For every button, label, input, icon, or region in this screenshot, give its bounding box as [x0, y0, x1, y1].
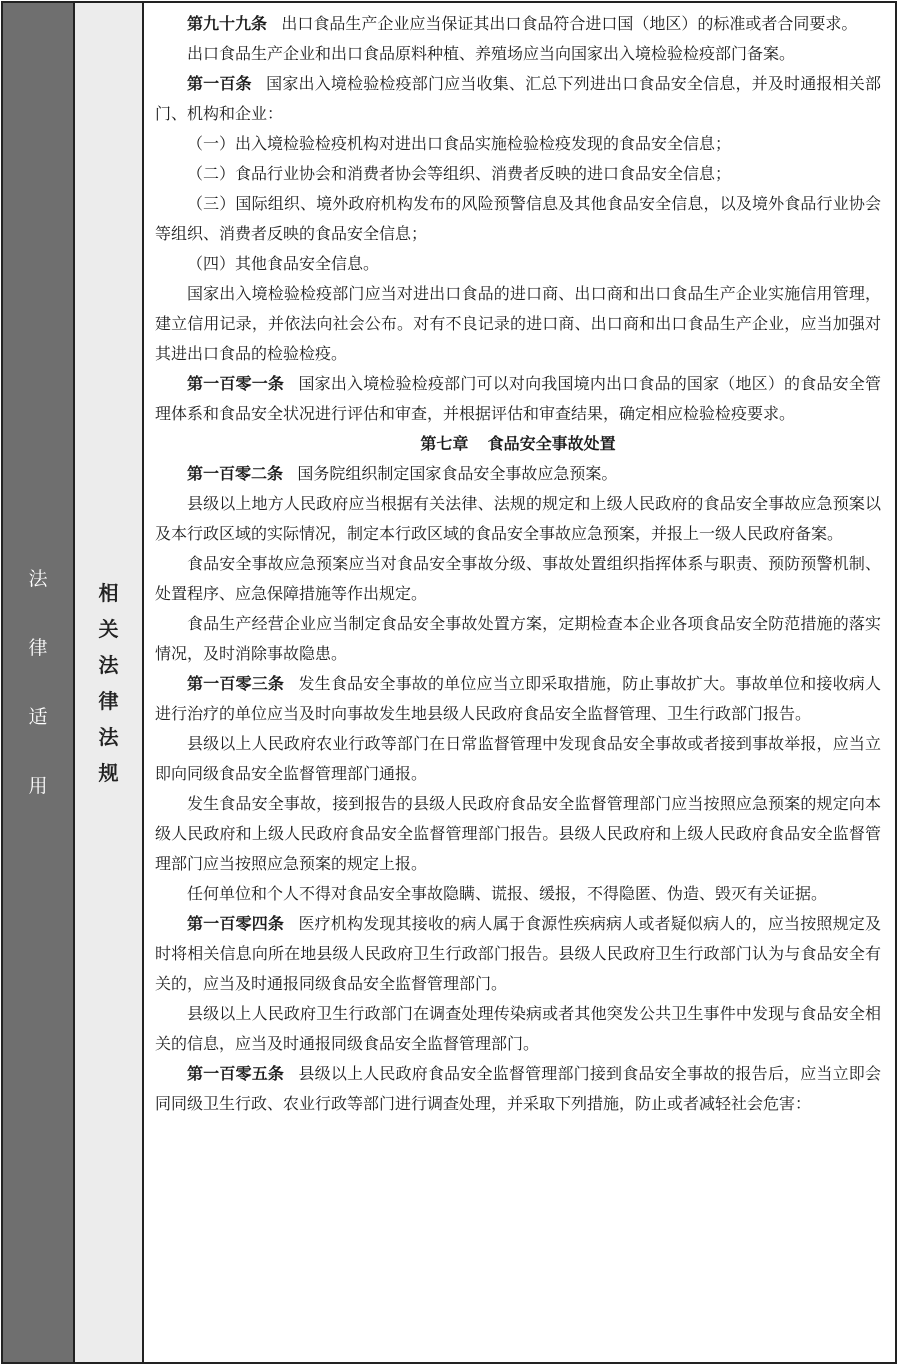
paragraph: [155, 789, 881, 879]
subcategory-char: 关: [98, 616, 119, 641]
subcategory-char: 法: [98, 724, 119, 749]
article-number: 第一百零四条: [187, 914, 285, 933]
article-paragraph: [155, 9, 881, 39]
paragraph: [155, 189, 881, 249]
article-number: 第九十九条: [187, 14, 268, 33]
chapter-title: 食品安全事故处置: [487, 434, 616, 453]
paragraph: [155, 609, 881, 669]
paragraph: [155, 159, 881, 189]
article-paragraph: [155, 669, 881, 729]
article-number: 第一百零三条: [187, 674, 285, 693]
subcategory-char: 法: [98, 652, 119, 677]
paragraph-text: 食品安全事故应急预案应当对食品安全事故分级、事故处置组织指挥体系与职责、预防预警机制、处置程序、应急保障措施等作出规定。: [155, 554, 881, 603]
article-number: 第一百条: [187, 74, 252, 93]
paragraph: [155, 999, 881, 1059]
category-char: 法: [28, 567, 48, 590]
paragraph-text: （四）其他食品安全信息。: [187, 254, 380, 273]
paragraph-text: （二）食品行业协会和消费者协会等组织、消费者反映的进口食品安全信息；: [187, 164, 732, 183]
article-paragraph: [155, 909, 881, 999]
paragraph: [155, 729, 881, 789]
paragraph-text: （三）国际组织、境外政府机构发布的风险预警信息及其他食品安全信息，以及境外食品行业协会等组织、消费者反映的食品安全信息；: [155, 194, 881, 243]
paragraph: [155, 249, 881, 279]
paragraph-text: 县级以上人民政府农业行政等部门在日常监督管理中发现食品安全事故或者接到事故举报，应当立即向同级食品安全监督管理部门通报。: [155, 734, 881, 783]
subcategory-char: 相: [98, 580, 119, 605]
paragraph-text: 食品生产经营企业应当制定食品安全事故处置方案，定期检查本企业各项食品安全防范措施的落实情况，及时消除事故隐患。: [155, 614, 881, 663]
article-paragraph: [155, 1059, 881, 1119]
paragraph-text: 县级以上人民政府卫生行政部门在调查处理传染病或者其他突发公共卫生事件中发现与食品安全相关的信息，应当及时通报同级食品安全监督管理部门。: [155, 1004, 881, 1053]
paragraph-text: 医疗机构发现其接收的病人属于食源性疾病病人或者疑似病人的，应当按照规定及时将相关信息向所在地县级人民政府卫生行政部门报告。县级人民政府卫生行政部门认为与食品安全有关的，应当及时通报同级食品安全监督管理部门。: [155, 914, 881, 993]
paragraph-text: 出口食品生产企业和出口食品原料种植、养殖场应当向国家出入境检验检疫部门备案。: [187, 44, 796, 63]
article-paragraph: [155, 459, 881, 489]
paragraph-text: 国务院组织制定国家食品安全事故应急预案。: [297, 464, 618, 483]
article-number: 第一百零五条: [187, 1064, 285, 1083]
paragraph-text: 任何单位和个人不得对食品安全事故隐瞒、谎报、缓报，不得隐匿、伪造、毁灭有关证据。: [187, 884, 828, 903]
paragraph: [155, 489, 881, 549]
category-char: 用: [28, 774, 48, 797]
articles-block-1: [155, 9, 881, 429]
article-paragraph: [155, 69, 881, 129]
paragraph-text: 国家出入境检验检疫部门应当收集、汇总下列进出口食品安全信息，并及时通报相关部门、机构和企业：: [155, 74, 881, 123]
paragraph-text: （一）出入境检验检疫机构对进出口食品实施检验检疫发现的食品安全信息；: [187, 134, 732, 153]
law-text-column: [144, 3, 895, 1362]
paragraph: [155, 129, 881, 159]
paragraph: [155, 39, 881, 69]
subcategory-char: 律: [98, 688, 119, 713]
paragraph: [155, 279, 881, 369]
article-paragraph: [155, 369, 881, 429]
subcategory-column: [75, 3, 144, 1362]
paragraph-text: 出口食品生产企业应当保证其出口食品符合进口国（地区）的标准或者合同要求。: [281, 14, 858, 33]
subcategory-char: 规: [98, 760, 119, 785]
category-char: 适: [28, 705, 48, 728]
table-frame: [1, 1, 897, 1364]
paragraph-text: 发生食品安全事故，接到报告的县级人民政府食品安全监督管理部门应当按照应急预案的规定向本级人民政府和上级人民政府食品安全监督管理部门报告。县级人民政府和上级人民政府食品安全监督管理部门应当按照应急预案的规定上报。: [155, 794, 881, 873]
paragraph-text: 县级以上人民政府食品安全监督管理部门接到食品安全事故的报告后，应当立即会同同级卫生行政、农业行政等部门进行调查处理，并采取下列措施，防止或者减轻社会危害：: [155, 1064, 881, 1113]
articles-block-2: [155, 459, 881, 1119]
paragraph-text: 国家出入境检验检疫部门应当对进出口食品的进口商、出口商和出口食品生产企业实施信用管理，建立信用记录，并依法向社会公布。对有不良记录的进口商、出口商和出口食品生产企业，应当加强对其进出口食品的检验检疫。: [155, 284, 881, 363]
paragraph-text: 县级以上地方人民政府应当根据有关法律、法规的规定和上级人民政府的食品安全事故应急预案以及本行政区域的实际情况，制定本行政区域的食品安全事故应急预案，并报上一级人民政府备案。: [155, 494, 881, 543]
category-char: 律: [28, 636, 48, 659]
category-column: [3, 3, 75, 1362]
paragraph: [155, 879, 881, 909]
article-number: 第一百零一条: [187, 374, 285, 393]
paragraph: [155, 549, 881, 609]
paragraph-text: 发生食品安全事故的单位应当立即采取措施，防止事故扩大。事故单位和接收病人进行治疗的单位应当及时向事故发生地县级人民政府食品安全监督管理、卫生行政部门报告。: [155, 674, 881, 723]
paragraph-text: 国家出入境检验检疫部门可以对向我国境内出口食品的国家（地区）的食品安全管理体系和食品安全状况进行评估和审查，并根据评估和审查结果，确定相应检验检疫要求。: [155, 374, 881, 423]
chapter-number: 第七章: [420, 434, 469, 453]
article-number: 第一百零二条: [187, 464, 284, 483]
chapter-heading: [155, 429, 881, 459]
